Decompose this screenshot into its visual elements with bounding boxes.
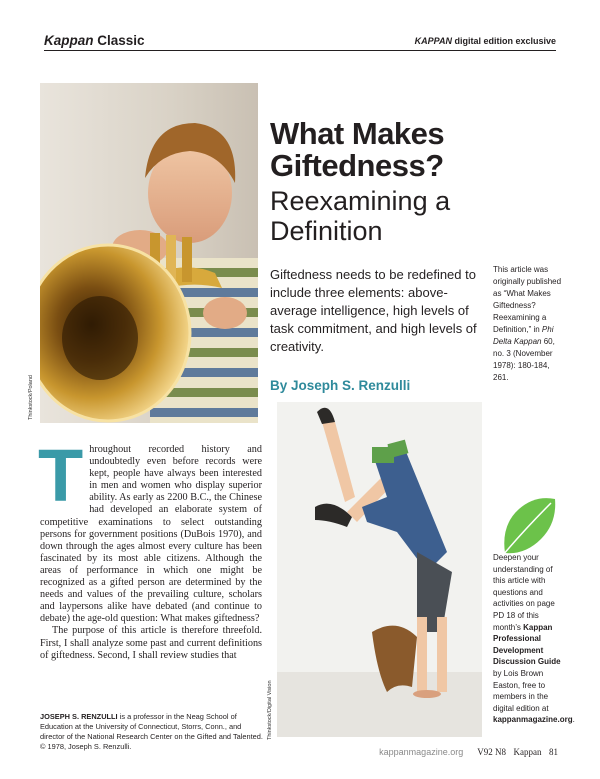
leaf-icon bbox=[497, 495, 559, 557]
article-subtitle: Reexamining a Definition bbox=[270, 186, 451, 246]
paragraph-1: Throughout recorded history and undoubtedly even before records were kept, people have always been interested in men and women who display superior ability. As early as 2200 B.C., the Chinese had developed an elaborate system of competitive examinations to select outstanding persons for government positions (DuBois 1970), and down through the ages almost every culture has been fascinated by its most able citizens. Although the areas of performance in which one might be recognized as a gifted person are determined by the needs and values of the prevailing culture, scholars and laypersons alike have debated (and continue to debate) the age-old question: What makes giftedness? bbox=[38, 434, 262, 625]
article-dek: Giftedness needs to be redefined to include three elements: above-average intelligence, high levels of task commitment, and high levels of creativity. bbox=[270, 267, 477, 354]
original-publication-note: This article was originally published as “What Makes Giftedness? Reexamining a Definition,” in Phi Delta Kappan 60, no. 3 (November 1978): 180-184, 261. bbox=[493, 265, 562, 382]
photo-credit-1: Thinkstock/Poland bbox=[28, 375, 34, 420]
page-number: 81 bbox=[549, 747, 558, 757]
paragraph-2: The purpose of this article is therefore threefold. First, I shall analyze some past and current definitions of giftedness. Second, I shall review studies that bbox=[40, 625, 262, 661]
article-body bbox=[38, 434, 262, 662]
trumpet-boy-photo bbox=[40, 83, 258, 423]
photo-credit-2: Thinkstock/Digital Vision bbox=[267, 680, 273, 740]
footer-site[interactable]: kappanmagazine.org bbox=[379, 747, 464, 757]
promo-link[interactable]: kappanmagazine.org bbox=[493, 715, 573, 725]
handstand-girl-photo bbox=[277, 402, 482, 737]
discussion-guide-promo: Deepen your understanding of this article with questions and activities on page PD 18 of this month’s Kappan Professional Development Discussion Guide by Lois Brown Easton, free to members in the digital edition at kappanmagazine.org. bbox=[493, 553, 575, 725]
author-bio: JOSEPH S. RENZULLI is a professor in the Neag School of Education at the University of Connecticut, Storrs, Conn., and director of the National Research Center on the Gifted and Talented. © 1978, Joseph S. Renzulli. bbox=[40, 712, 263, 751]
header-rule bbox=[44, 50, 556, 51]
page-footer: kappanmagazine.org V92 N8 Kappan 81 bbox=[379, 747, 558, 757]
section-label: Kappan Classic bbox=[44, 33, 145, 48]
drop-cap: T bbox=[38, 434, 84, 517]
edition-label: KAPPAN digital edition exclusive bbox=[414, 36, 556, 46]
article-title: What Makes Giftedness? bbox=[270, 116, 445, 183]
byline: By Joseph S. Renzulli bbox=[270, 378, 411, 393]
